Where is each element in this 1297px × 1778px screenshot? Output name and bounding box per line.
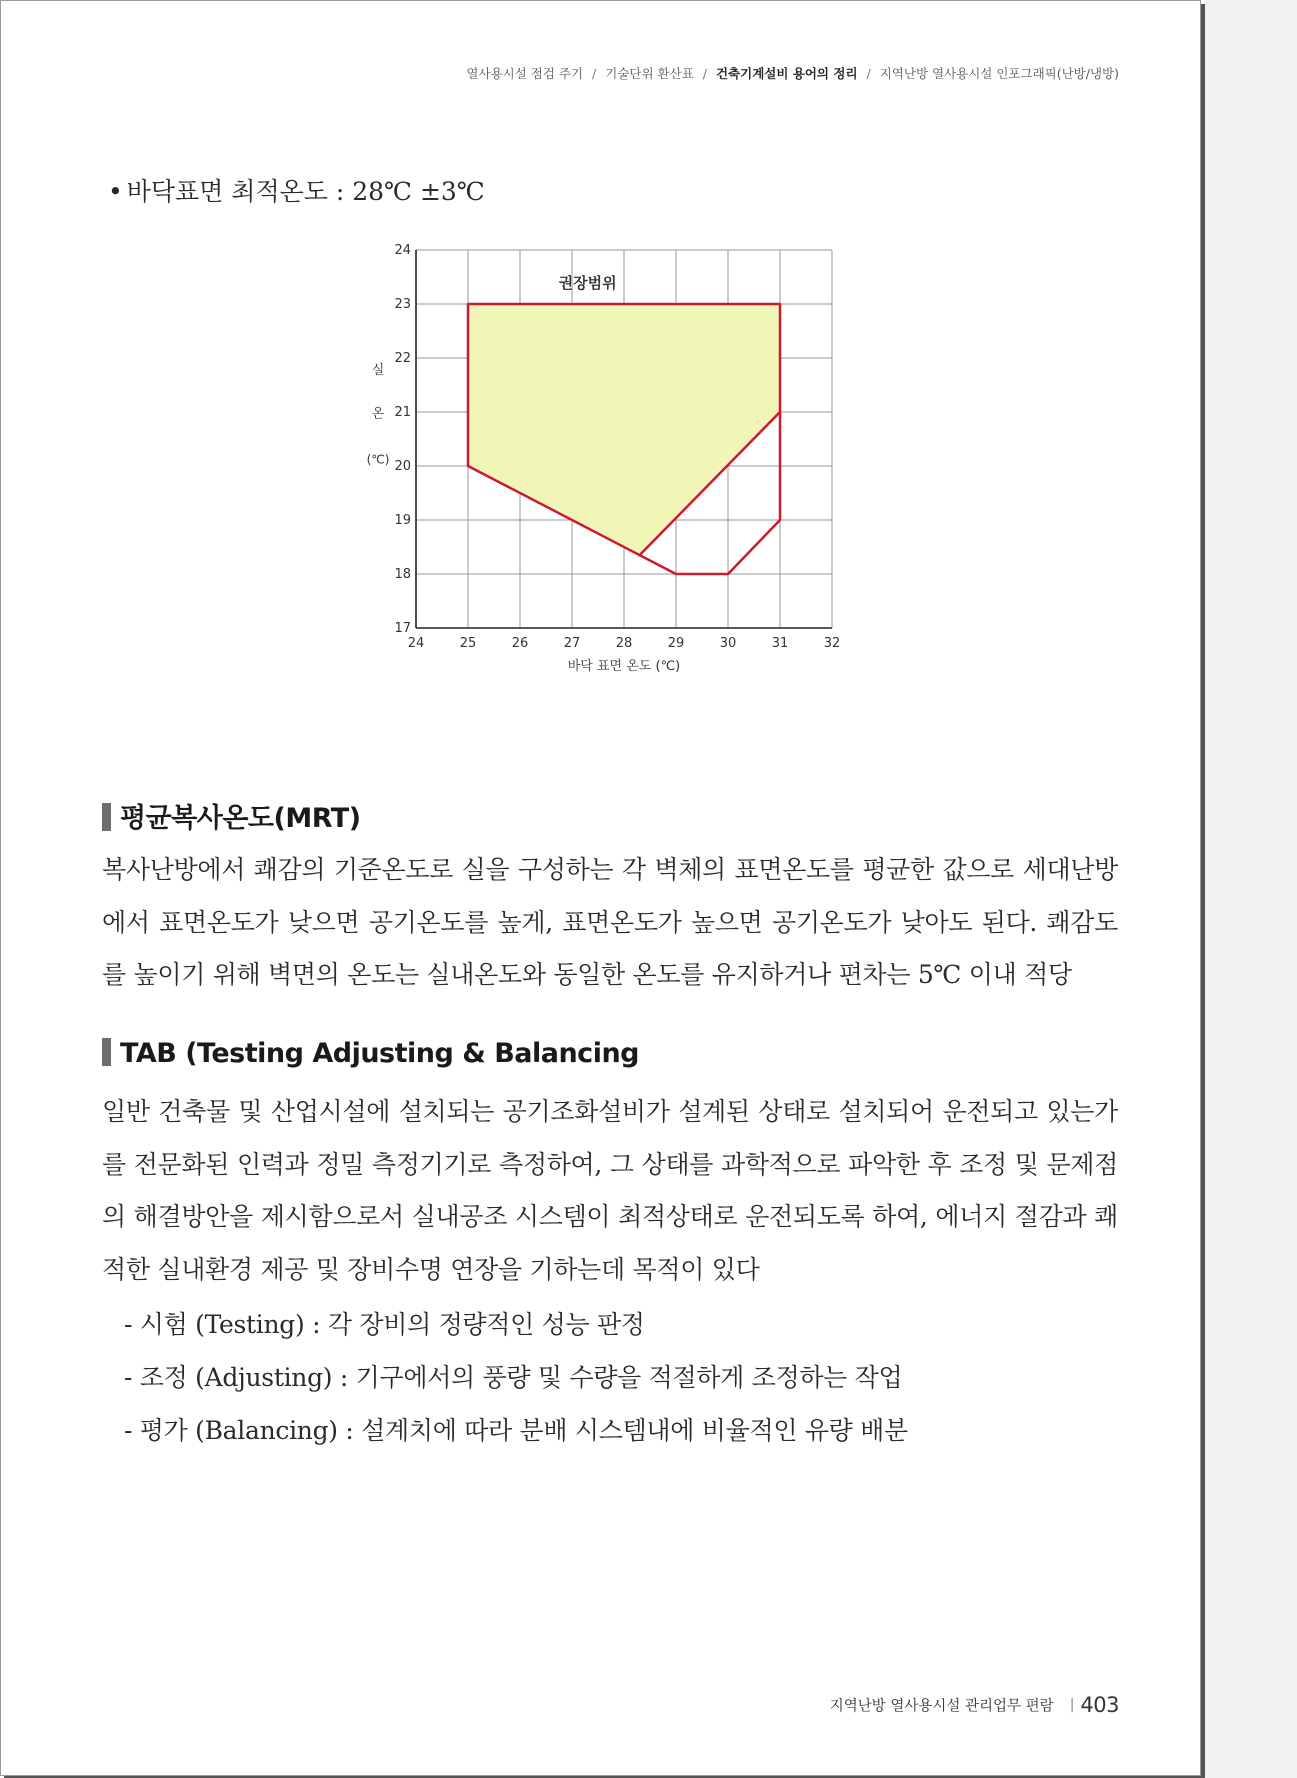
page-footer <box>830 1693 1119 1717</box>
breadcrumb-separator: / <box>702 66 707 81</box>
y-tick-label: 20 <box>394 459 411 474</box>
range-annotation: 권장범위 <box>558 273 617 292</box>
breadcrumb-item: 열사용시설 점검 주기 <box>466 66 584 81</box>
y-tick-label: 23 <box>394 297 411 312</box>
breadcrumb <box>466 64 1119 82</box>
breadcrumb-separator: / <box>592 66 597 81</box>
list-item: - 평가 (Balancing) : 설계치에 따라 분배 시스템내에 비율적인 유량 배분 <box>124 1416 908 1445</box>
list-item: - 조정 (Adjusting) : 기구에서의 풍량 및 수량을 적절하게 조정하는 작업 <box>124 1363 903 1392</box>
floor-temp-text: 바닥표면 최적온도 : 28℃ ±3℃ <box>126 177 485 206</box>
recommended-range-area <box>468 304 780 555</box>
x-tick-label: 31 <box>771 636 789 651</box>
x-tick-label: 29 <box>667 636 685 651</box>
y-tick-labels <box>394 243 411 636</box>
y-axis-label-unit: (℃) <box>366 452 390 467</box>
bullet-icon: • <box>108 177 123 206</box>
breadcrumb-item-current: 건축기계설비 용어의 정리 <box>715 66 858 81</box>
footer-title: 지역난방 열사용시설 관리업무 편람 <box>829 1698 1054 1715</box>
y-tick-label: 19 <box>394 513 411 528</box>
list-item: - 시험 (Testing) : 각 장비의 정량적인 성능 판정 <box>124 1310 645 1339</box>
section-heading-tab <box>102 1038 639 1069</box>
viewer-background <box>1205 0 1297 1778</box>
tab-sub-list <box>124 1298 908 1457</box>
heading-marker <box>102 1038 111 1066</box>
footer-divider: | <box>1069 1697 1075 1713</box>
section-heading-mrt <box>102 796 361 835</box>
page-number: 403 <box>1080 1693 1119 1717</box>
y-tick-label: 21 <box>394 405 411 420</box>
x-tick-label: 28 <box>615 636 633 651</box>
x-axis-label: 바닥 표면 온도 (℃) <box>567 659 681 674</box>
y-tick-label: 18 <box>394 567 411 582</box>
y-axis-label-char: 실 <box>371 363 385 379</box>
heading-marker <box>102 803 111 831</box>
x-tick-label: 24 <box>407 636 425 651</box>
x-tick-label: 26 <box>511 636 529 651</box>
y-axis-label-char: 온 <box>371 406 385 422</box>
y-tick-label: 22 <box>394 351 411 366</box>
x-tick-label: 27 <box>563 636 581 651</box>
floor-temp-line <box>108 172 485 208</box>
y-tick-label: 24 <box>394 243 411 258</box>
floor-temperature-chart <box>360 240 850 680</box>
y-tick-label: 17 <box>394 621 411 636</box>
tab-paragraph: 일반 건축물 및 산업시설에 설치되는 공기조화설비가 설계된 상태로 설치되어 운전되고 있는가를 전문화된 인력과 정밀 측정기기로 측정하여, 그 상태를 과학적으로 파악한 후 조정 및 문제점의 해결방안을 제시함으로서 실내공조 시스템이 최적상태로 운전되도록 하여, 에너지 절감과 쾌적한 실내환경 제공 및 장비수명 연장을 기하는데 목적이 있다 <box>102 1097 1118 1284</box>
breadcrumb-item: 기술단위 환산표 <box>605 66 694 81</box>
breadcrumb-separator: / <box>866 66 871 81</box>
section-heading-text: TAB (Testing Adjusting & Balancing <box>120 1038 639 1069</box>
x-tick-label: 30 <box>719 636 737 651</box>
x-tick-labels <box>408 636 841 651</box>
breadcrumb-item: 지역난방 열사용시설 인포그래픽(난방/냉방) <box>879 66 1119 81</box>
x-tick-label: 25 <box>459 636 477 651</box>
mrt-paragraph: 복사난방에서 쾌감의 기준온도로 실을 구성하는 각 벽체의 표면온도를 평균한 값으로 세대난방에서 표면온도가 낮으면 공기온도를 높게, 표면온도가 높으면 공기온도가 낮아도 된다. 쾌감도를 높이기 위해 벽면의 온도는 실내온도와 동일한 온도를 유지하거나 편차는 5℃ 이내 적당 <box>102 855 1118 989</box>
x-tick-label: 32 <box>823 636 841 651</box>
section-heading-text: 평균복사온도(MRT) <box>120 803 361 834</box>
